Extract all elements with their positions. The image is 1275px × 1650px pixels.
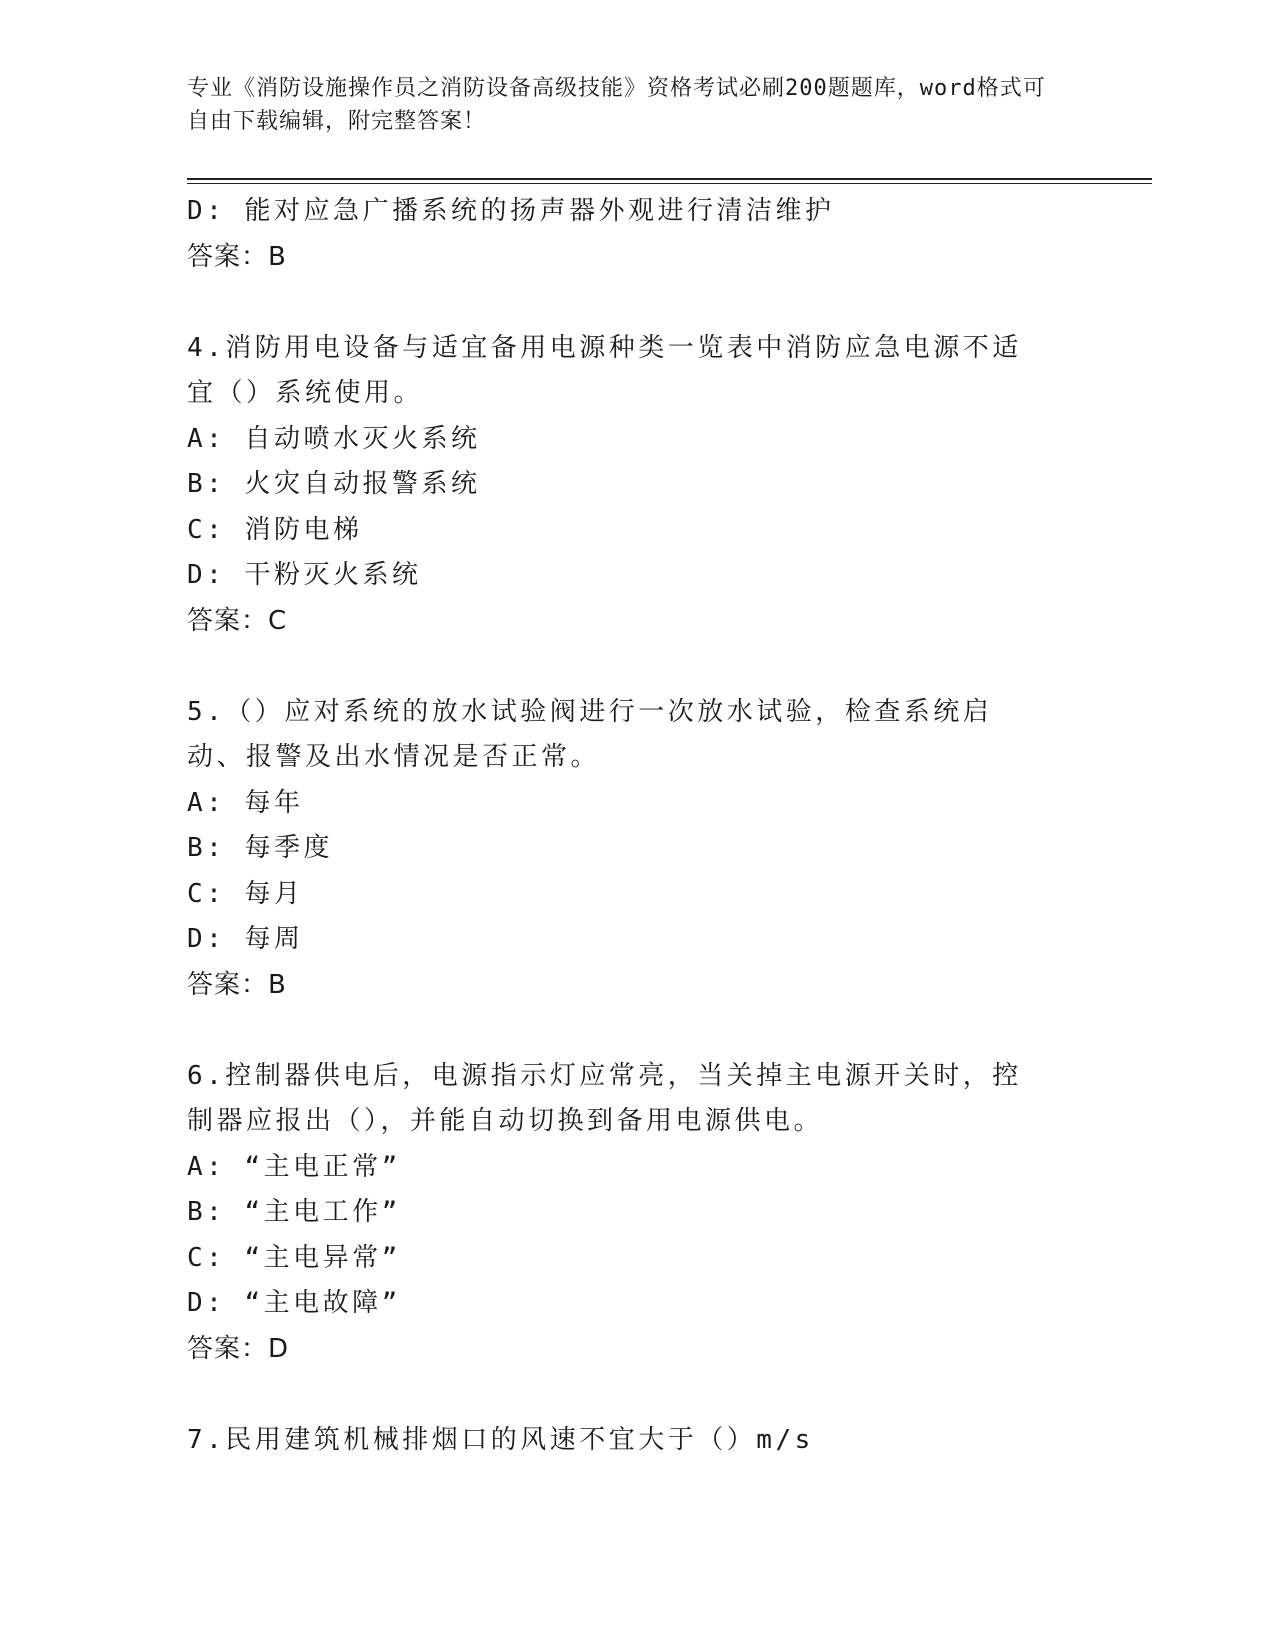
question-7-stem: 7.民用建筑机械排烟口的风速不宜大于（）m/s (187, 1424, 814, 1455)
question-6-option-a: A: “主电正常” (187, 1151, 401, 1182)
question-4-option-c: C: 消防电梯 (187, 514, 363, 545)
page-header: 专业《消防设施操作员之消防设备高级技能》资格考试必刷200题题库，word格式可自由下载编辑，附完整答案！ (187, 76, 1046, 134)
question-5-stem: 5.（）应对系统的放水试验阀进行一次放水试验，检查系统启动、报警及出水情况是否正常。 (187, 696, 993, 772)
spacer (187, 280, 1087, 326)
header-divider-thick (187, 178, 1152, 180)
question-6-option-b: B: “主电工作” (187, 1197, 401, 1227)
question-4-option-d: D: 干粉灭火系统 (187, 560, 422, 590)
question-6-option-c: C: “主电异常” (187, 1242, 401, 1273)
question-6-answer: 答案：D (187, 1333, 290, 1364)
question-list (187, 189, 1087, 1463)
question-3-option-d: D: 能对应急广播系统的扬声器外观进行清洁维护 (187, 196, 835, 226)
question-6-option-d: D: “主电故障” (187, 1288, 401, 1318)
question-3-answer: 答案：B (187, 241, 287, 272)
question-5-option-c: C: 每月 (187, 878, 304, 909)
question-4-answer: 答案：C (187, 605, 288, 636)
spacer (187, 1008, 1087, 1054)
question-5-option-a: A: 每年 (187, 787, 304, 818)
question-6-stem: 6.控制器供电后，电源指示灯应常亮，当关掉主电源开关时，控制器应报出（），并能自动切换到备用电源供电。 (187, 1060, 1022, 1136)
question-5-option-b: B: 每季度 (187, 833, 333, 863)
question-5-option-d: D: 每周 (187, 924, 304, 954)
spacer (187, 1372, 1087, 1418)
question-4-option-a: A: 自动喷水灭火系统 (187, 423, 481, 454)
question-4-stem: 4.消防用电设备与适宜备用电源种类一览表中消防应急电源不适宜（）系统使用。 (187, 332, 1022, 408)
header-divider-thin (187, 183, 1152, 184)
question-4-option-b: B: 火灾自动报警系统 (187, 469, 481, 499)
spacer (187, 644, 1087, 690)
question-5-answer: 答案：B (187, 969, 287, 1000)
